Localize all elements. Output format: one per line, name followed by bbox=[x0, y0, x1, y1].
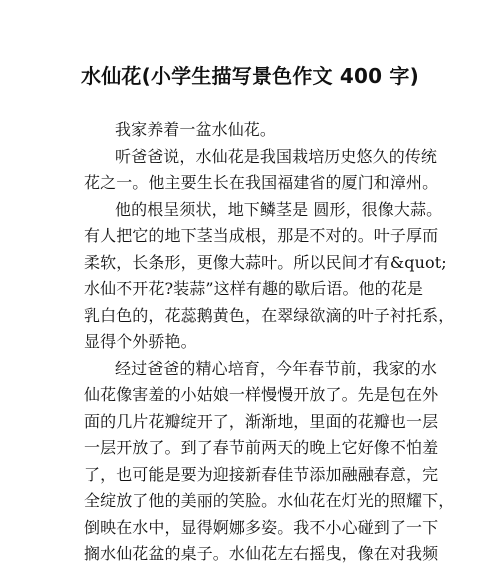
text-line: 搁水仙花盆的桌子。水仙花左右摇曳，像在对我频 bbox=[84, 544, 439, 563]
text-line: 面的几片花瓣绽开了，渐渐地，里面的花瓣也一层 bbox=[84, 412, 439, 431]
text-line: 一层开放了。到了春节前两天的晚上它好像不怕羞 bbox=[84, 438, 439, 457]
text-line: 花之一。他主要生长在我国福建省的厦门和漳州。 bbox=[84, 173, 439, 192]
text-line: 他的根呈须状，地下鳞茎是 圆形，很像大蒜。 bbox=[115, 200, 443, 219]
text-line: 乳白色的，花蕊鹅黄色，在翠绿欲滴的叶子衬托系， bbox=[84, 306, 455, 325]
text-line: 了，也可能是要为迎接新春佳节添加融融春意，完 bbox=[84, 465, 439, 484]
text-line: 经过爸爸的精心培育，今年春节前，我家的水 bbox=[115, 359, 438, 378]
text-line: 仙花像害羞的小姑娘一样慢慢开放了。先是包在外 bbox=[84, 385, 439, 404]
text-line: 听爸爸说，水仙花是我国栽培历史悠久的传统 bbox=[115, 147, 438, 166]
page-title: 水仙花(小学生描写景色作文 400 字) bbox=[81, 64, 419, 88]
text-line: 有人把它的地下茎当成根，那是不对的。叶子厚而 bbox=[84, 226, 439, 245]
text-line: 我家养着一盆水仙花。 bbox=[115, 120, 277, 139]
text-line: 倒映在水中，显得婀娜多姿。我不小心碰到了一下 bbox=[84, 518, 439, 537]
text-line: 水仙不开花?装蒜”这样有趣的歇后语。他的花是 bbox=[84, 279, 423, 298]
text-line: 全绽放了他的美丽的笑脸。水仙花在灯光的照耀下， bbox=[84, 491, 455, 510]
text-line: 显得个外骄艳。 bbox=[84, 332, 197, 351]
text-line: 柔软，长条形，更像大蒜叶。所以民间才有&quot; bbox=[84, 253, 447, 272]
